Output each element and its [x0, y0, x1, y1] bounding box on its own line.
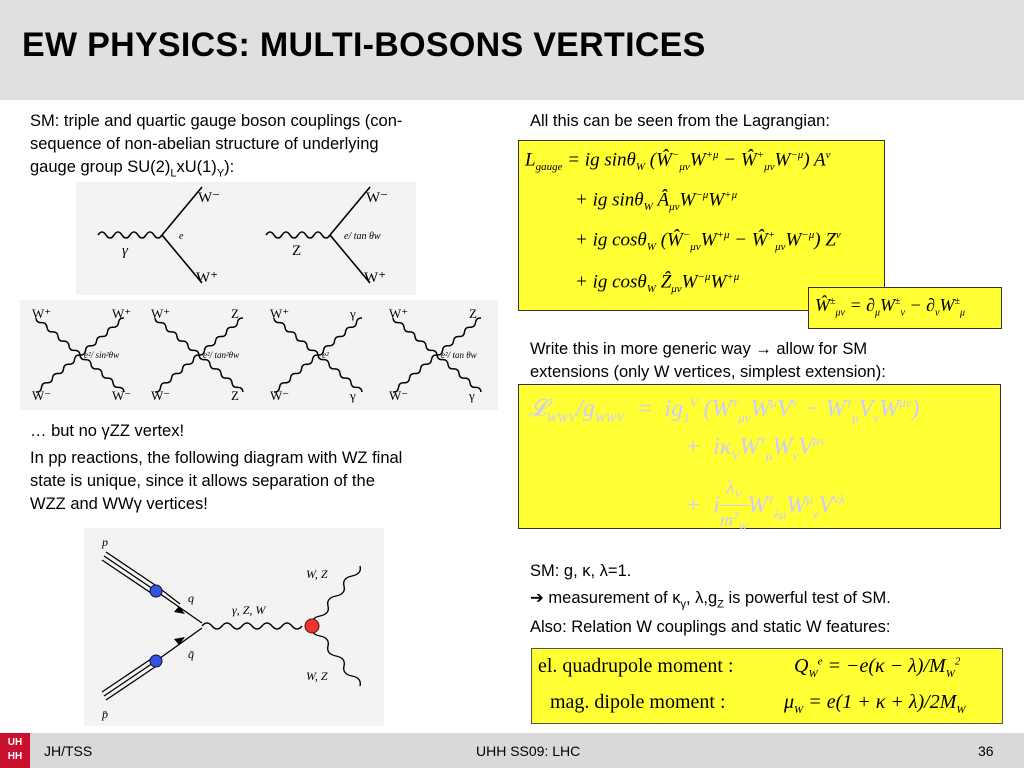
- boson-label: Z: [231, 306, 239, 321]
- footer-course: UHH SS09: LHC: [476, 743, 581, 759]
- triple-vertex-wwz: [266, 187, 388, 286]
- propagator: [202, 623, 302, 629]
- lagrangian-row-3: + ig cosθ$_W$ ($Ŵ^-_{\mu\nu}W^{+\mu}$ − $Ŵ^+_{\mu\nu}W^{-\mu}$) $Z^\nu$: [575, 229, 841, 254]
- boson-line: [318, 355, 362, 392]
- dipole-label: mag. dipole moment :: [550, 691, 726, 713]
- boson-label: Z: [469, 306, 477, 321]
- pp-line: state is unique, since it allows separation of the: [30, 472, 375, 490]
- triple-vertex-blob: [305, 619, 319, 633]
- subscript-z: Z: [717, 598, 724, 611]
- pdf-vertex-bottom: [150, 655, 162, 667]
- intro-text-part: ):: [224, 158, 235, 176]
- lagrangian-row-4: + ig cosθ$_W$ $Ẑ_{\mu\nu}W^{-\mu}W^{+\mu}$: [575, 271, 740, 296]
- label-gamma: γ: [122, 243, 128, 259]
- boson-line: [80, 355, 124, 392]
- quartic-vertex-diagrams: [20, 300, 498, 410]
- proton-lines: [102, 552, 202, 700]
- coupling-label: e²/ tan θw: [441, 350, 477, 360]
- label-w-minus: W⁻: [366, 190, 389, 206]
- dipole-formula: $\mu_W = e(1 + \kappa + \lambda)/2M_W$: [784, 691, 966, 716]
- slide-title: EW PHYSICS: MULTI-BOSONS VERTICES: [22, 26, 706, 64]
- lagrangian-row-1: $L_{gauge}$ = ig sinθ$_W$ ($Ŵ^-_{\mu\nu}W^{+\mu}$ − $Ŵ^+_{\mu\nu}W^{-\mu}$) $A^\nu$: [525, 149, 831, 174]
- generic-row-1: $𝓛_{WWV}/g_{WWV} = ig_1^V$ $(W^\dagger_{\mu\nu}W^\mu V^\nu - W^\dagger_\mu V_\nu W^{\mu\nu})$: [529, 395, 920, 425]
- label-out-top: W, Z: [306, 567, 328, 581]
- pp-diagram-figure: [84, 528, 384, 726]
- quartic-vertex-1: [32, 306, 131, 403]
- boson-label: W⁺: [151, 306, 171, 321]
- label-p: p: [102, 535, 108, 549]
- boson-line: [36, 355, 80, 392]
- generic-lagrangian-box: [518, 384, 1001, 534]
- page-number: 36: [978, 743, 994, 759]
- pdf-vertex-top: [150, 585, 162, 597]
- no-gamma-zz-text: … but no γZZ vertex!: [30, 422, 185, 440]
- label-out-bottom: W, Z: [306, 669, 328, 683]
- boson-label: γ: [350, 306, 356, 321]
- intro-text: [30, 110, 500, 185]
- label-w-minus: W⁻: [198, 190, 221, 206]
- label-propagator: γ, Z, W: [232, 603, 266, 617]
- boson-line: [274, 355, 318, 392]
- boson-line: [437, 355, 481, 392]
- measure-text: is powerful test of SM.: [723, 589, 891, 607]
- uhh-logo: UH HH: [0, 733, 30, 768]
- boson-label: W⁻: [270, 388, 290, 403]
- triple-vertex-diagrams: [76, 182, 416, 295]
- field-strength-box: [808, 287, 1002, 329]
- quartic-vertex-2: [151, 306, 243, 403]
- intro-line: [30, 156, 500, 185]
- generic-text: [530, 338, 1000, 384]
- boson-line: [36, 318, 80, 355]
- boson-line: [393, 355, 437, 392]
- quadrupole-label: el. quadrupole moment :: [538, 655, 734, 677]
- boson-label: W⁻: [112, 388, 132, 403]
- boson-label: γ: [350, 388, 356, 403]
- boson-line: [199, 355, 243, 392]
- also-line: Also: Relation W couplings and static W features:: [530, 618, 891, 636]
- arrow-icon: ➔: [530, 589, 544, 607]
- generic-row-2: + $i\kappa_VW^\dagger_\mu W_\nu V^{\mu\nu}$: [685, 433, 826, 463]
- measurement-line: [530, 587, 891, 616]
- boson-line: [393, 318, 437, 355]
- pp-text: [30, 447, 500, 516]
- boson-line: [155, 355, 199, 392]
- static-moments-box: [531, 648, 1003, 724]
- boson-label: γ: [469, 388, 475, 403]
- quadrupole-formula: $Q_W^e = -e(\kappa - \lambda)/M_W^2$: [794, 655, 961, 680]
- triple-vertex-wwgamma: [98, 187, 220, 286]
- label-w-plus: W⁺: [364, 270, 387, 286]
- coupling-label: e²/ tan²θw: [203, 350, 240, 360]
- label-pbar: p̄: [102, 707, 108, 721]
- boson-label: Z: [231, 388, 239, 403]
- boson-label: W⁺: [112, 306, 132, 321]
- lagrangian-box: [518, 140, 885, 311]
- measure-text: , λ,g: [685, 589, 718, 607]
- subscript-Y: Y: [216, 167, 225, 180]
- sm-values: SM: g, κ, λ=1.: [530, 562, 632, 580]
- intro-line: sequence of non-abelian structure of underlying: [30, 135, 379, 153]
- pp-wz-diagram: [84, 528, 384, 726]
- intro-text-part: gauge group SU(2): [30, 158, 171, 176]
- boson-label: W⁻: [389, 388, 409, 403]
- intro-line: SM: triple and quartic gauge boson couplings (con-: [30, 112, 403, 130]
- pp-line: In pp reactions, the following diagram with WZ final: [30, 449, 403, 467]
- boson-label: W⁻: [151, 388, 171, 403]
- generic-row-3: + i $\frac{\lambda_V}{m^2_W}$ $W^\dagger_{\lambda\mu}W^\mu_\nu V^{\nu\lambda}$: [685, 477, 845, 534]
- lagrangian-intro: All this can be seen from the Lagrangian:: [530, 112, 830, 130]
- quartic-vertex-4: [389, 306, 481, 403]
- label-q: q: [188, 591, 194, 605]
- subscript-L: L: [170, 167, 177, 180]
- triple-vertex-figure: [76, 182, 416, 295]
- generic-line: Write this in more generic way → allow for SM: [530, 340, 868, 358]
- boson-line: [155, 318, 199, 355]
- subscript-gamma: γ: [680, 598, 686, 611]
- boson-label: W⁺: [32, 306, 52, 321]
- coupling-label: e²/ sin²θw: [84, 350, 120, 360]
- coupling-label: e: [179, 231, 184, 242]
- boson-label: W⁻: [32, 388, 52, 403]
- field-strength-formula: $Ŵ^\pm_{\mu\nu} = \partial_\mu W^\pm_\nu - \partial_\nu W^\pm_\mu$: [815, 295, 966, 319]
- label-z: Z: [292, 243, 302, 259]
- generic-line: extensions (only W vertices, simplest extension):: [530, 363, 886, 381]
- pp-line: WZZ and WWγ vertices!: [30, 495, 208, 513]
- lagrangian-row-2: + ig sinθ$_W$ $Â_{\mu\nu}W^{-\mu}W^{+\mu}$: [575, 189, 738, 214]
- coupling-label: e²: [322, 350, 329, 360]
- footer-author: JH/TSS: [44, 743, 93, 759]
- label-w-plus: W⁺: [196, 270, 219, 286]
- boson-label: W⁺: [389, 306, 409, 321]
- quartic-vertex-figure: [20, 300, 498, 410]
- boson-line: [274, 318, 318, 355]
- label-qbar: q̄: [188, 647, 194, 661]
- quartic-vertex-3: [270, 306, 362, 403]
- coupling-label: e/ tan θw: [344, 231, 381, 242]
- boson-label: W⁺: [270, 306, 290, 321]
- measure-text: measurement of κ: [548, 589, 681, 607]
- intro-text-part: xU(1): [176, 158, 217, 176]
